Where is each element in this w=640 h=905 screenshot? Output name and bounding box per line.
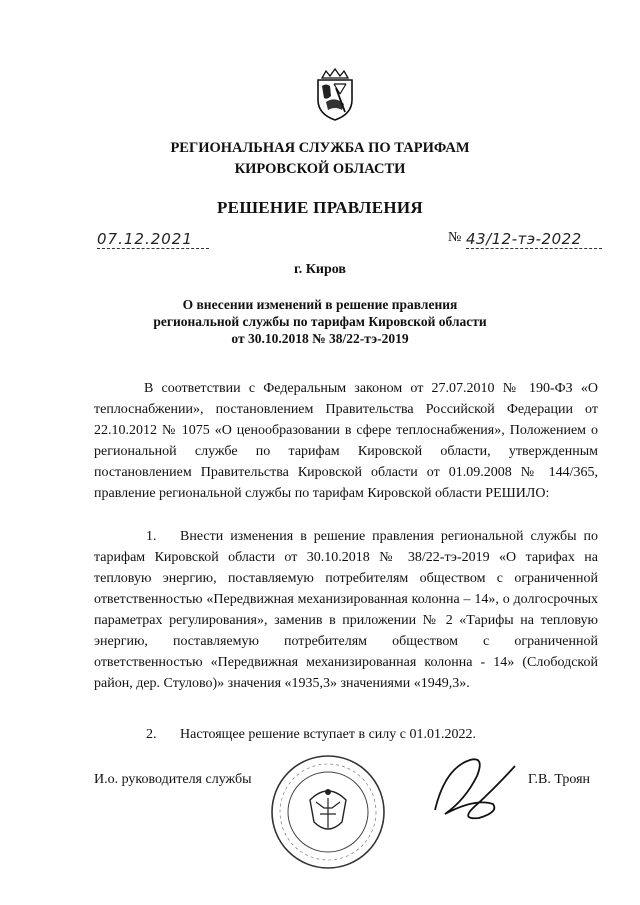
city-name: г. Киров bbox=[294, 262, 346, 277]
item-1-text: Внести изменения в решение правления региональной службы по тарифам Кировской области от 30.10.2018 № 38/22-тэ-2019 «О тарифах на тепловую энергию, поставляемую потребителям обществом с ограниченной ответственностью «Передвижная механизированная колонна – 14», о долгосрочных параметрах регулирования», заменив в приложении № 2 «Тарифы на тепловую энергию, поставляемую потребителям обществом с ограниченной ответственностью «Передвижная механизированная колонна - 14» (Слободской район, дер. Стулово)» значения «1935,3» значениями «1949,3». bbox=[94, 529, 598, 691]
organization-name-line1: РЕГИОНАЛЬНАЯ СЛУЖБА ПО ТАРИФАМ bbox=[170, 140, 470, 156]
item-2-text: Настоящее решение вступает в силу с 01.01.2022. bbox=[180, 727, 476, 742]
signer-name: Г.В. Троян bbox=[528, 772, 591, 787]
preamble-paragraph: В соответствии с Федеральным законом от 27.07.2010 № 190-ФЗ «О теплоснабжении», постановлением Правительства Российской Федерации от 22.10.2012 № 1075 «О ценообразовании в сфере теплоснабжения», Положением о региональной службе по тарифам Кировской области, утвержденным постановлением Правительства Кировской области от 01.09.2008 № 144/365, правление региональной службы по тарифам Кировской области РЕШИЛО: bbox=[94, 381, 598, 501]
official-seal-stamp-icon bbox=[268, 752, 388, 872]
organization-name-line2: КИРОВСКОЙ ОБЛАСТИ bbox=[234, 161, 406, 177]
handwritten-signature-icon bbox=[415, 748, 525, 828]
decision-item-2 bbox=[94, 724, 598, 745]
item-1-number: 1. bbox=[146, 529, 157, 544]
item-2-number: 2. bbox=[146, 727, 157, 742]
subject-line3: от 30.10.2018 № 38/22-тэ-2019 bbox=[231, 331, 409, 346]
document-number: 43/12-тэ-2022 bbox=[466, 230, 602, 249]
decision-item-1 bbox=[94, 526, 598, 694]
number-label: № bbox=[448, 230, 462, 245]
subject-line1: О внесении изменений в решение правления bbox=[182, 297, 458, 312]
kirov-oblast-coat-of-arms-icon bbox=[312, 66, 358, 122]
document-subject bbox=[0, 296, 640, 347]
document-date: 07.12.2021 bbox=[97, 230, 209, 249]
signer-position: И.о. руководителя службы bbox=[94, 772, 252, 787]
subject-line2: региональной службы по тарифам Кировской области bbox=[153, 314, 487, 329]
document-title: РЕШЕНИЕ ПРАВЛЕНИЯ bbox=[217, 198, 423, 217]
